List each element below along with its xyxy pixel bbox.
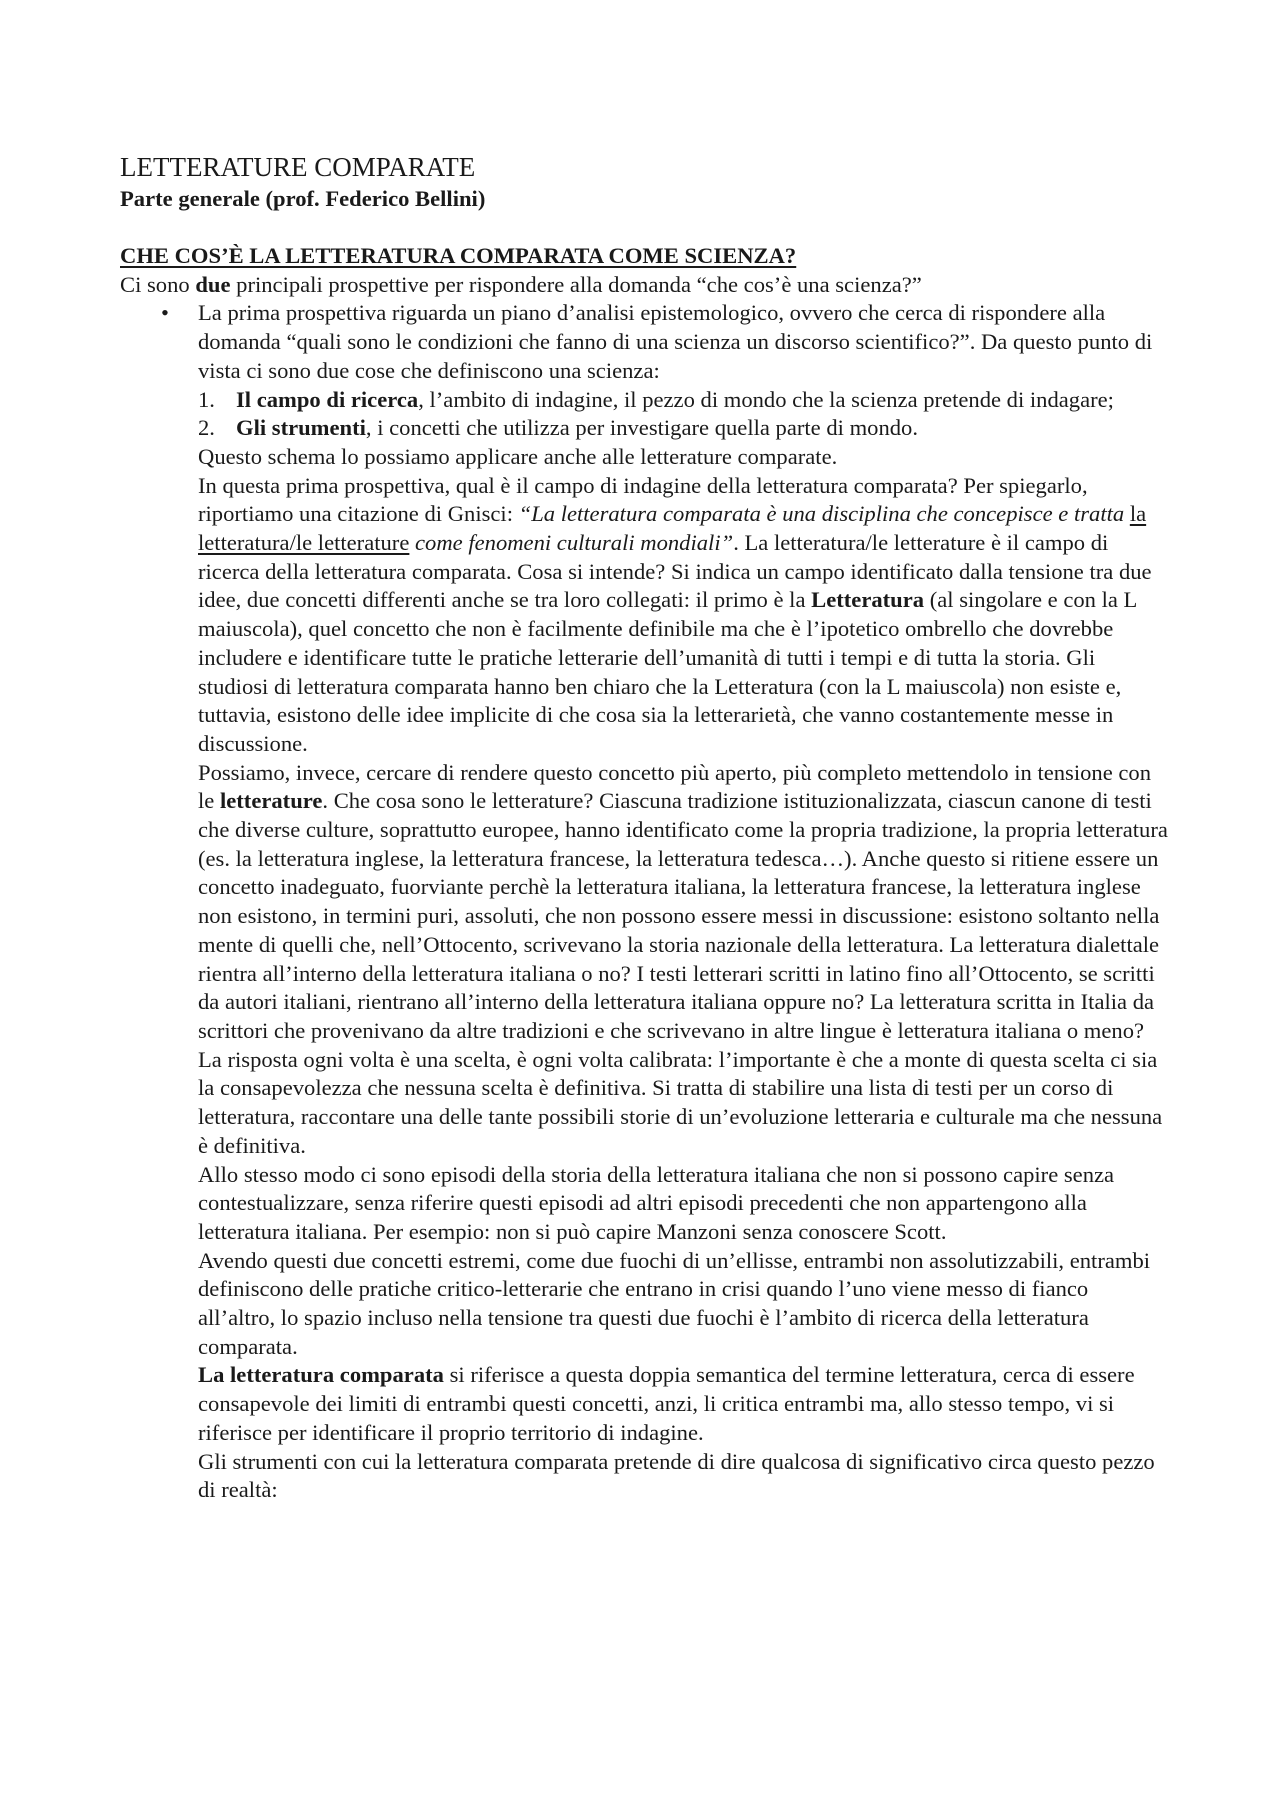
paragraph-episodi: Allo stesso modo ci sono episodi della storia della letteratura italiana che non si possono capire senza contestualizzare, senza riferire questi episodi ad altri episodi precedenti che non appartengono alla letteratura italiana. Per esempio: non si può capire Manzoni senza conoscere Scott.	[198, 1161, 1115, 1244]
letterature-text-pre: Possiamo, invece, cercare di rendere questo concetto più aperto, più completo mettendolo in tensione con le	[198, 759, 1152, 814]
doppia-bold: La letteratura comparata	[198, 1362, 444, 1388]
intro-paragraph	[120, 271, 1170, 300]
intro-bold: due	[195, 271, 231, 297]
numbered-item-bold: Gli strumenti	[236, 415, 366, 441]
paragraph-fuochi: Avendo questi due concetti estremi, come due fuochi di un’ellisse, entrambi non assolutizzabili, entrambi definiscono delle pratiche critico-letterarie che entrano in crisi quando l’uno viene messo di fianco all’altro, lo spazio incluso nella tensione tra questi due fuochi è l’ambito di ricerca della letteratura comparata.	[198, 1247, 1151, 1359]
numbered-item	[198, 414, 1170, 443]
numbered-mark: 2.	[198, 415, 215, 441]
letterature-bold: letterature	[219, 788, 323, 814]
intro-text-post: principali prospettive per rispondere alla domanda “che cos’è una scienza?”	[230, 271, 922, 297]
numbered-item-text: , i concetti che utilizza per investigare quella parte di mondo.	[365, 415, 918, 441]
section-heading: CHE COS’È LA LETTERATURA COMPARATA COME SCIENZA?	[120, 243, 797, 268]
gnisci-text-post2: (al singolare e con la L maiuscola), quel concetto che non è facilmente definibile ma che è l’ipotetico ombrello che dovrebbe includere e identificare tutte le pratiche letterarie dell’umanità di tutti i tempi e di tutta la storia. Gli studiosi di letteratura comparata hanno ben chiaro che la Letteratura (con la L maiuscola) non esiste e, tuttavia, esistono delle idee implicite di che cosa sia la letterarietà, che vanno costantemente messe in discussione.	[198, 587, 1137, 756]
gnisci-quote-underlined: la letteratura/le letterature	[198, 501, 1147, 556]
numbered-item	[198, 386, 1170, 415]
bullet-icon: •	[161, 300, 169, 326]
gnisci-quote-b: come fenomeni culturali mondiali”	[409, 530, 734, 556]
gnisci-text-pre: In questa prima prospettiva, qual è il campo di indagine della letteratura comparata? Per spiegarlo, riportiamo una citazione di Gnisci:	[198, 472, 1088, 527]
numbered-item-text: , l’ambito di indagine, il pezzo di mondo che la scienza pretende di indagare;	[418, 386, 1114, 412]
numbered-item-bold: Il campo di ricerca	[236, 386, 419, 412]
bullet-list	[120, 299, 1170, 1505]
intro-text-pre: Ci sono	[120, 271, 196, 297]
document-title: LETTERATURE COMPARATE	[120, 152, 476, 182]
paragraph-schema: Questo schema lo possiamo applicare anche alle letterature comparate.	[198, 443, 838, 469]
numbered-mark: 1.	[198, 386, 215, 412]
paragraph-gnisci	[198, 472, 1170, 759]
gnisci-bold: Letteratura	[811, 587, 925, 613]
paragraph-doppia-semantica	[198, 1361, 1170, 1447]
numbered-list	[198, 386, 1170, 443]
bullet-item	[120, 299, 1170, 1505]
gnisci-text-post: . La letteratura/le letterature è il campo di ricerca della letteratura comparata. Cosa si intende? Si indica un campo identificato dalla tensione tra due idee, due concetti differenti anche se tra loro collegati: il primo è la	[198, 530, 1152, 613]
document-subtitle: Parte generale (prof. Federico Bellini)	[120, 186, 486, 211]
doppia-text-post: si riferisce a questa doppia semantica del termine letteratura, cerca di essere consapevole dei limiti di entrambi questi concetti, anzi, li critica entrambi ma, allo stesso tempo, vi si riferisce per identificare il proprio territorio di indagine.	[198, 1362, 1135, 1445]
bullet-text: La prima prospettiva riguarda un piano d’analisi epistemologico, ovvero che cerca di rispondere alla domanda “quali sono le condizioni che fanno di una scienza un discorso scientifico?”. Da questo punto di vista ci sono due cose che definiscono una scienza:	[198, 300, 1153, 383]
gnisci-quote-a: “La letteratura comparata è una disciplina che concepisce e tratta	[518, 501, 1130, 527]
letterature-text-post: . Che cosa sono le letterature? Ciascuna tradizione istituzionalizzata, ciascun canone di testi che diverse culture, soprattutto europee, hanno identificato come la propria tradizione, la propria letteratura (es. la letteratura inglese, la letteratura francese, la letteratura tedesca…). Anche questo si ritiene essere un concetto inadeguato, fuorviante perchè la letteratura italiana, la letteratura francese, la letteratura inglese non esistono, in termini puri, assoluti, che non possono essere messi in discussione: esistono soltanto nella mente di quelli che, nell’Ottocento, scrivevano la storia nazionale della letteratura. La letteratura dialettale rientra all’interno della letteratura italiana o no? I testi letterari scritti in latino fino all’Ottocento, se scritti da autori italiani, rientrano all’interno della letteratura italiana oppure no? La letteratura scritta in Italia da scrittori che provenivano da altre tradizioni e che scrivevano in altre lingue è letteratura italiana o meno? La risposta ogni volta è una scelta, è ogni volta calibrata: l’importante è che a monte di questa scelta ci sia la consapevolezza che nessuna scelta è definitiva. Si tratta di stabilire una lista di testi per un corso di letteratura, raccontare una delle tante possibili storie di un’evoluzione letteraria e culturale ma che nessuna è definitiva.	[198, 788, 1168, 1158]
paragraph-strumenti: Gli strumenti con cui la letteratura comparata pretende di dire qualcosa di significativo circa questo pezzo di realtà:	[198, 1448, 1155, 1503]
paragraph-letterature	[198, 759, 1170, 1161]
